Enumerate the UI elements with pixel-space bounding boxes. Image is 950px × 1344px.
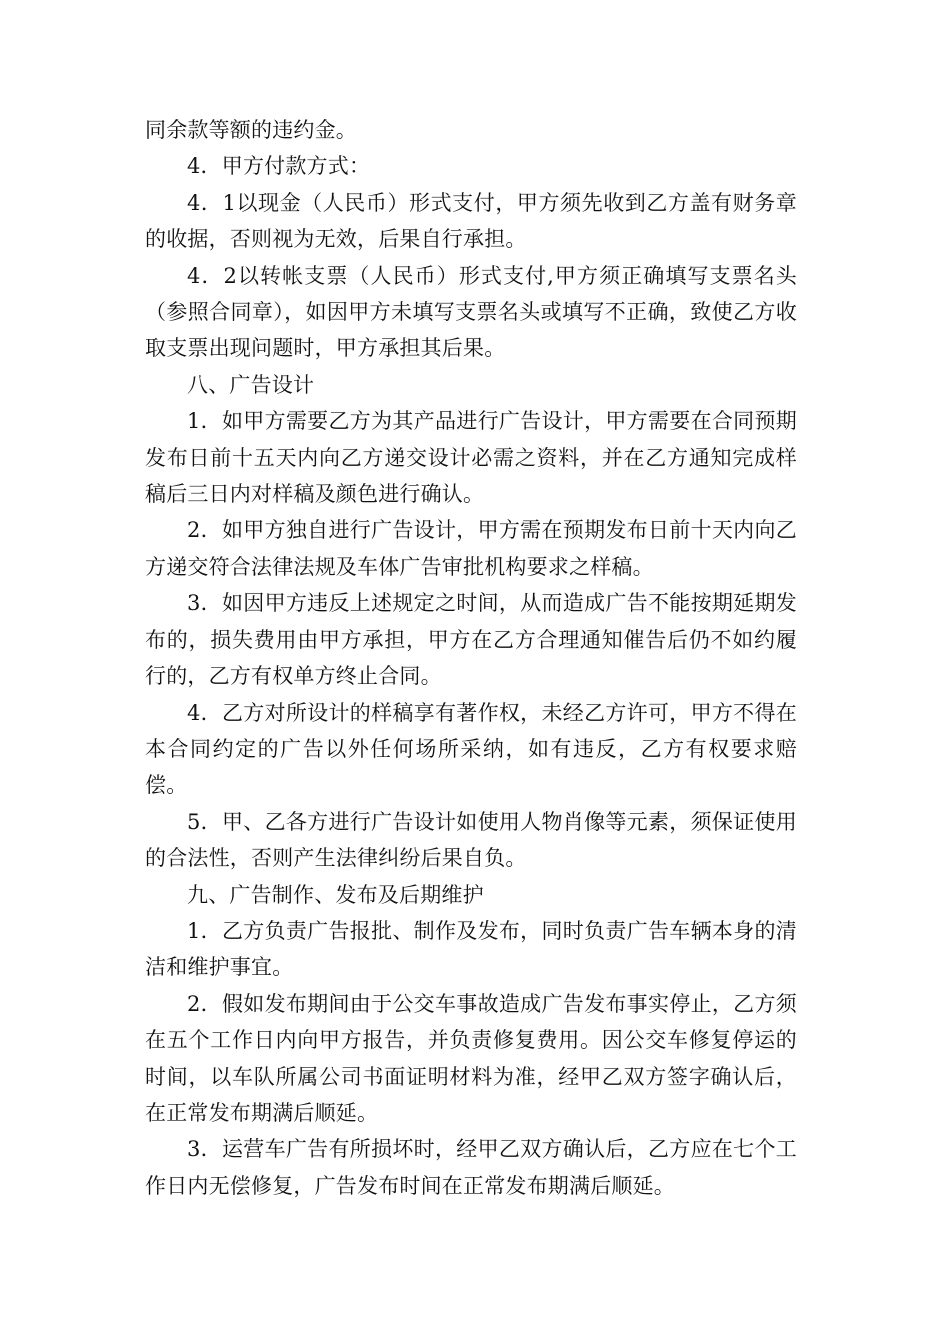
paragraph-payment-cheque: 4．2以转帐支票（人民币）形式支付,甲方须正确填写支票名头（参照合同章），如因甲方未填写支票名头或填写不正确，致使乙方收取支票出现问题时，甲方承担其后果。 [145,263,797,361]
document-body [145,112,797,1204]
paragraph-design-3: 3．如因甲方违反上述规定之时间，从而造成广告不能按期延期发布的，损失费用由甲方承担，甲方在乙方合理通知催告后仍不如约履行的，乙方有权单方终止合同。 [145,591,797,689]
section-heading-ad-design: 八、广告设计 [187,372,315,397]
paragraph-design-4: 4．乙方对所设计的样稿享有著作权，未经乙方许可，甲方不得在本合同约定的广告以外任何场所采纳，如有违反，乙方有权要求赔偿。 [145,700,797,798]
paragraph-payment-cash: 4．1以现金（人民币）形式支付，甲方须先收到乙方盖有财务章的收据，否则视为无效，后果自行承担。 [145,190,797,252]
paragraph-continuation: 同余款等额的违约金。 [145,118,357,142]
paragraph-production-2: 2．假如发布期间由于公交车事故造成广告发布事实停止，乙方须在五个工作日内向甲方报告，并负责修复费用。因公交车修复停运的时间，以车队所属公司书面证明材料为准，经甲乙双方签字确认后，在正常发布期满后顺延。 [145,991,797,1125]
paragraph-payment-method: 4．甲方付款方式： [187,154,371,179]
paragraph-design-1: 1．如甲方需要乙方为其产品进行广告设计，甲方需要在合同预期发布日前十五天内向乙方递交设计必需之资料，并在乙方通知完成样稿后三日内对样稿及颜色进行确认。 [145,409,797,507]
paragraph-design-5: 5．甲、乙各方进行广告设计如使用人物肖像等元素，须保证使用的合法性，否则产生法律纠纷后果自负。 [145,809,797,871]
paragraph-design-2: 2．如甲方独自进行广告设计，甲方需在预期发布日前十天内向乙方递交符合法律法规及车体广告审批机构要求之样稿。 [145,518,797,579]
section-heading-production: 九、广告制作、发布及后期维护 [187,882,484,907]
paragraph-production-3: 3．运营车广告有所损坏时，经甲乙双方确认后，乙方应在七个工作日内无偿修复，广告发布时间在正常发布期满后顺延。 [145,1137,797,1198]
paragraph-production-1: 1．乙方负责广告报批、制作及发布，同时负责广告车辆本身的清洁和维护事宜。 [145,918,797,980]
